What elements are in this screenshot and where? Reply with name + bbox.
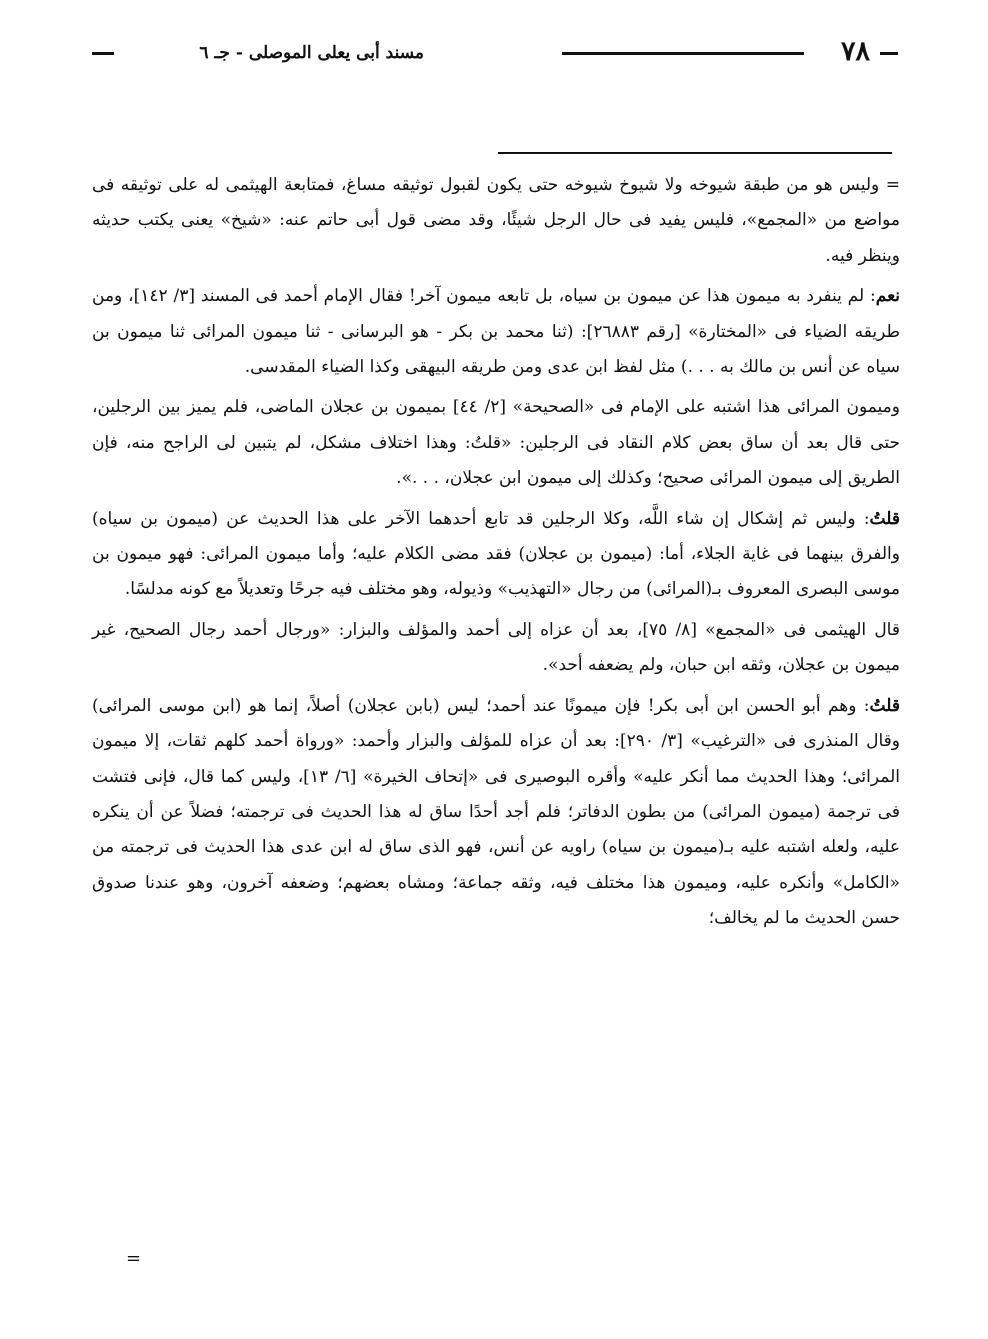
paragraph [92,390,900,496]
paragraph [92,279,900,385]
header-rule [562,52,804,55]
running-title: مسند أبى يعلى الموصلى - جـ ٦ [199,43,424,63]
paragraph [92,502,900,608]
paragraph-lead: قلتُ [869,508,900,529]
page-number: ٧٨ [840,36,870,67]
footnote-body [92,168,900,942]
paragraph [92,689,900,937]
paragraph [92,168,900,274]
paragraph-text: : لم ينفرد به ميمون هذا عن ميمون بن سياه، بل تابعه ميمون آخر! فقال الإمام أحمد فى المسند [٣/ ١٤٢]، ومن طريقه الضياء فى «المختارة» [رقم ٢٦٨٨٣]: (ثنا محمد بن بكر - هو البرسانى - ثنا ميمون المرائى ثنا ميمون بن سياه عن أنس بن مالك به . . .) مثل لفظ ابن عدى ومن طريقه البيهقى وكذا الضياء المقدسى. [92,286,900,378]
page-header [92,34,898,74]
header-dash-right [880,52,898,55]
paragraph [92,613,900,684]
paragraph-text: وميمون المرائى هذا اشتبه على الإمام فى «الصحيحة» [٢/ ٤٤] بميمون بن عجلان الماضى، فلم يميز بين الرجلين، حتى قال بعد أن ساق بعض كلام النقاد فى الرجلين: «قلتُ: وهذا اختلاف مشكل، لم يتبين لى الراجح منه، فإن الطريق إلى ميمون المرائى صحيح؛ وكذلك إلى ميمون ابن عجلان، . . .». [92,397,901,489]
paragraph-text: : وهم أبو الحسن ابن أبى بكر! فإن ميمونًا عند أحمد؛ ليس (بابن عجلان) أصلاً، إنما هو (ابن موسى المرائى) وقال المنذرى فى «الترغيب» [٣/ ٢٩٠]: بعد أن عزاه للمؤلف والبزار وأحمد: «ورواة أحمد كلهم ثقات، إلا ميمون المرائى؛ وهذا الحديث مما أنكر عليه» وأقره البوصيرى فى «إتحاف الخيرة» [٦/ ١٣]، وليس كما قال، فإنى فتشت فى ترجمة (ميمون المرائى) من بطون الدفاتر؛ فلم أجد أحدًا ساق له هذا الحديث فى ترجمته؛ فضلاً عن أن ينكره عليه، ولعله اشتبه عليه بـ(ميمون بن سياه) راويه عن أنس، فهو الذى ساق له ابن عدى هذا الحديث فى ترجمته من «الكامل» وأنكره عليه، وميمون هذا مختلف فيه، وثقه جماعة؛ ومشاه بعضهم؛ وضعفه آخرون، وهو عندنا صدوق حسن الحديث ما لم يخالف؛ [92,695,900,929]
paragraph-text: قال الهيثمى فى «المجمع» [٨/ ٧٥]، بعد أن عزاه إلى أحمد والمؤلف والبزار: «ورجال أحمد رجال الصحيح، غير ميمون بن عجلان، وثقه ابن حبان، ولم يضعفه أحد». [92,619,900,676]
continuation-mark: = [126,1248,142,1269]
header-dash-left [92,52,114,55]
footnote-separator [498,152,892,154]
paragraph-lead: نعم [875,286,900,307]
paragraph-text: = وليس هو من طبقة شيوخه ولا شيوخ شيوخه حتى يكون لقبول توثيقه مساغ، فمتابعة الهيثمى له على توثيقه فى مواضع من «المجمع»، فليس يفيد فى حال الرجل شيئًا، وقد مضى قول أبى حاتم عنه: «شيخ» يعنى يكتب حديثه وينظر فيه. [92,175,900,266]
paragraph-lead: قلتُ [869,695,900,716]
paragraph-text: : وليس ثم إشكال إن شاء اللَّه، وكلا الرجلين قد تابع أحدهما الآخر على هذا الحديث عن (ميمون بن سياه) والفرق بينهما فى غاية الجلاء، أما: (ميمون بن عجلان) فقد مضى الكلام عليه؛ وأما ميمون المرائى: فهو ميمون بن موسى البصرى المعروف بـ(المرائى) من رجال «التهذيب» وذيوله، وهو مختلف فيه جرحًا وتعديلاً مع كونه مدلسًا. [92,508,900,600]
